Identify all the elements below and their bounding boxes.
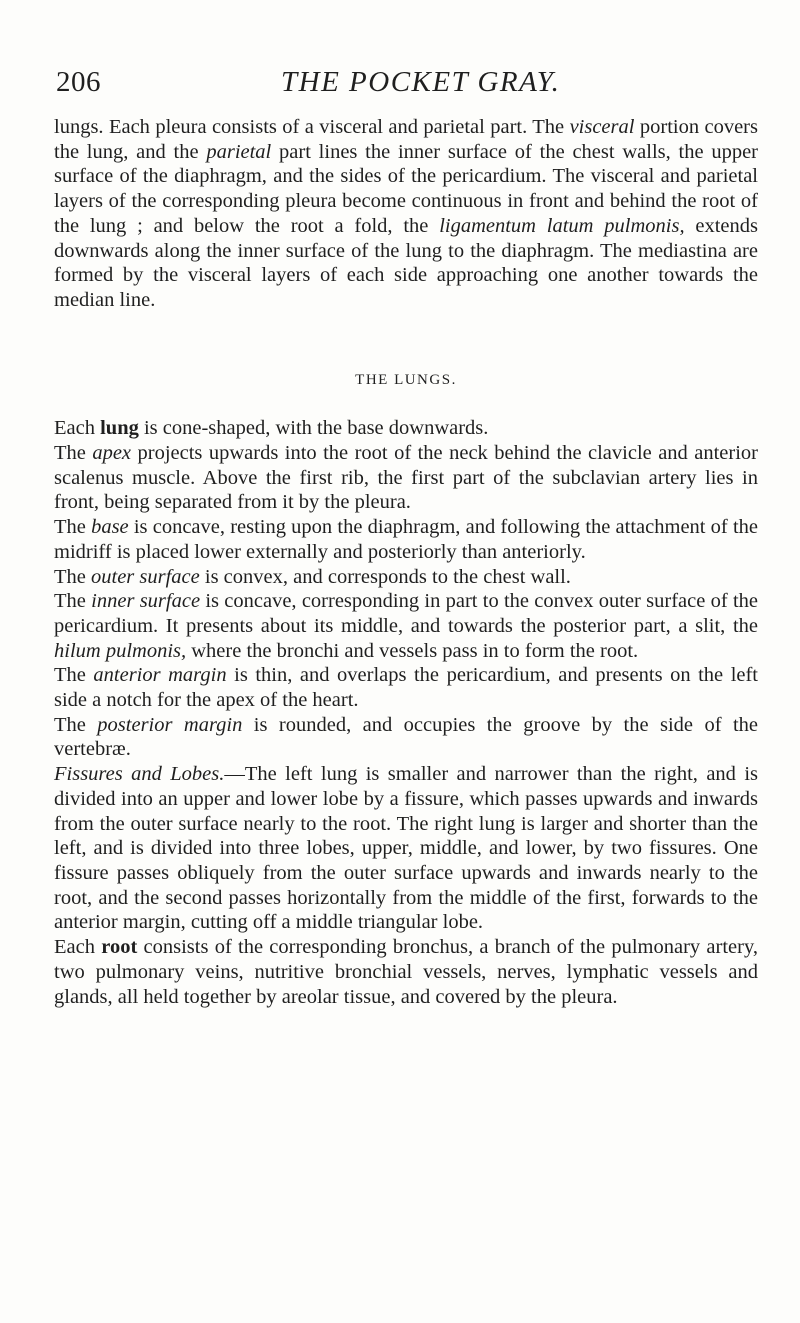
text-run: where the bronchi and vessels pass in to form the root.: [186, 639, 639, 662]
outer-surface-paragraph: [54, 565, 758, 590]
text-run: lungs. Each pleura consists of a visceral and parietal part. The: [54, 116, 570, 138]
text-run: The: [54, 565, 91, 588]
root-paragraph: [54, 935, 758, 1009]
text-run: is concave, resting upon the diaphragm, and following the attachment of the midriff is placed lower externally and posteriorly than anteriorly.: [54, 516, 759, 563]
text-run: is rounded, and occupies the groove by the side of the vertebræ.: [54, 713, 759, 761]
text-run: extends downwards along the inner surface of the lung to the diaphragm. The mediastina are formed by the visceral layers of each side approaching one another towards the median line.: [54, 214, 758, 311]
lung-intro-paragraph: [54, 416, 758, 441]
page-body: [54, 115, 758, 1009]
term-outer-surface: outer surface: [91, 565, 200, 588]
page-number: 206: [56, 66, 101, 98]
term-root: root: [101, 936, 138, 959]
text-run: part lines the inner surface of the chest walls, the upper surface of the diaphragm, and the sides of the pericardium. The visceral and parietal layers of the corresponding pleura become continuous in front and behind the root of the lung ; and below the root a fold, the: [54, 140, 759, 237]
text-run: is thin, and overlaps the pericardium, and presents on the left side a notch for the apex of the heart.: [54, 664, 759, 712]
text-run: The: [54, 590, 92, 613]
term-base: base: [91, 516, 129, 539]
pleura-paragraph: [54, 115, 758, 313]
text-run: is cone-shaped, with the base downwards.: [138, 417, 489, 440]
term-inner-surface: inner surface: [91, 590, 201, 613]
term-ligamentum-latum: ligamentum latum pulmonis,: [439, 214, 685, 237]
text-run: portion covers the lung, and the: [54, 116, 758, 163]
term-hilum-pulmonis: hilum pulmonis,: [54, 639, 187, 662]
inner-surface-paragraph: [54, 589, 758, 663]
text-run: consists of the corresponding bronchus, a branch of the pulmonary artery, two pulmonary veins, nutritive bronchial vessels, nerves, lymphatic vessels and glands, all held together by areolar tissue, and covered by the pleura.: [54, 936, 758, 1008]
term-posterior-margin: posterior margin: [97, 713, 243, 736]
text-run: The: [54, 664, 94, 687]
text-run: Each: [54, 417, 101, 440]
text-run: is concave, corresponding in part to the convex outer surface of the pericardium. It presents about its middle, and towards the posterior part, a slit, the: [54, 590, 758, 637]
base-paragraph: [54, 515, 758, 564]
term-lung: lung: [100, 417, 139, 440]
running-head: [56, 66, 756, 106]
term-visceral: visceral: [569, 116, 635, 138]
term-apex: apex: [92, 442, 132, 465]
text-run: The: [54, 442, 93, 465]
text-run: projects upwards into the root of the neck behind the clavicle and anterior scalenus muscle. Above the first rib, the first part of the subclavian artery lies in front, being separated from it by the pleura.: [54, 442, 758, 514]
section-heading: THE LUNGS.: [355, 371, 457, 388]
posterior-margin-paragraph: [54, 713, 758, 762]
apex-paragraph: [54, 441, 758, 515]
term-anterior-margin: anterior margin: [93, 664, 227, 687]
text-run: The: [54, 713, 98, 736]
anterior-margin-paragraph: [54, 663, 758, 712]
term-parietal: parietal: [206, 140, 272, 163]
text-run: is convex, and corresponds to the chest wall.: [199, 565, 571, 588]
text-run: The: [54, 516, 92, 539]
term-fissures-and-lobes: Fissures and Lobes.: [54, 763, 225, 786]
text-run: Each: [54, 936, 102, 959]
running-title: THE POCKET GRAY.: [281, 66, 561, 98]
fissures-lobes-paragraph: [54, 762, 758, 935]
text-run: —The left lung is smaller and narrower than the right, and is divided into an upper and lower lobe by a fissure, which passes upwards and inwards from the outer surface nearly to the root. The right lung is larger and shorter than the left, and is divided into three lobes, upper, middle, and lower, by two fissures. One fissure passes obliquely from the outer surface upwards and inwards nearly to the root, and the second passes horizontally from the middle of the first, forwards to the anterior margin, cutting off a middle triangular lobe.: [54, 763, 759, 934]
